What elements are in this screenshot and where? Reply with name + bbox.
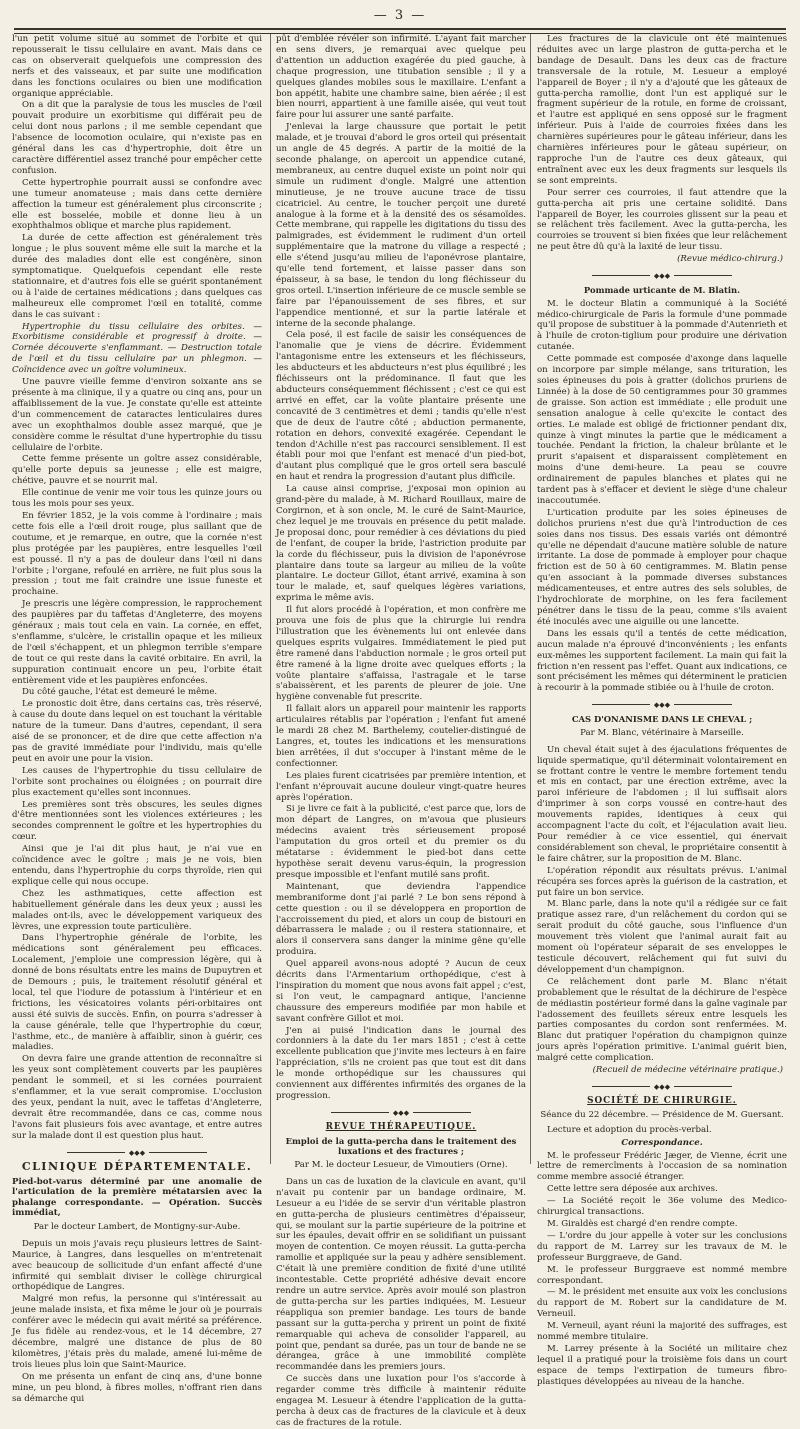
ornamental-separator: ◆◆◆	[537, 1082, 787, 1090]
paragraph: L'opération répondit aux résultats prévus. L'animal récupéra ses forces après la guérison de la castration, et put faire un bon service.	[537, 865, 787, 898]
paragraph: Ce succès dans une luxation pour l'os s'accorde à regarder comme très difficile à maintenir réduite engagea M. Lesueur à étendre l'application de la gutta-percha à deux cas de fractures de la clavicule et à deux cas de fractures de la rotule.	[276, 1374, 526, 1428]
article-title: Emploi de la gutta-percha dans le traitement des luxations et des fractures ;	[285, 1135, 517, 1157]
paragraph: La cause ainsi comprise, j'exposai mon opinion au grand-père du malade, à M. Richard Rouillaux, maire de Corgirnon, et à son oncle, M. le curé de Saint-Maurice, chez lequel je me trouvais en présence du petit malade. Je proposai donc, pour remédier à ces déviations du pied de l'enfant, de couper la bride, l'astriction produite par la corde du fléchisseur, puis la division de l'aponévrose plantaire dans toute sa largeur au milieu de la voûte plantaire. Le docteur Gillot, étant arrivé, examina à son tour le malade, et, sauf quelques légères variations, exprima le même avis.	[276, 484, 526, 604]
paragraph: M. le professeur Frédéric Jæger, de Vienne, écrit une lettre de remercîments à l'occasion de sa nomination comme membre associé étranger.	[537, 1150, 787, 1183]
paragraph: Du côté gauche, l'état est demeuré le même.	[22, 687, 218, 698]
paragraph: — M. le président met ensuite aux voix les conclusions du rapport de M. Robert sur la candidature de M. Verneuil.	[537, 1287, 787, 1320]
article-title: Pommade urticante de M. Blatin.	[583, 285, 741, 296]
paragraph: L'urtication produite par les soies épineuses de dolichos pruriens n'est due qu'à l'introduction de ces soies dans nos tissus. Des essais variés ont démontré qu'elle ne dépendait d'aucune matière soluble de nature irritante. La dose de pommade à employer pour chaque friction est de 50 à 60 centigrammes. M. Blatin pense qu'en associant à la pommade diverses substances médicamenteuses, et entre autres des sels solubles, de l'hydrochlorate de morphine, on les fera facilement pénétrer dans le tissu de la peau, comme s'ils avaient été inoculés avec une aiguille ou une lancette.	[537, 507, 787, 627]
paragraph: J'en ai puisé l'indication dans le journal des cordonniers à la date du 1er mars 1851 ; c'est à cette excellente publication que j'invite mes lecteurs à en faire l'appréciation, s'ils ne croient pas que tout est dit dans le monde orthopédique sur les chaussures qui conviennent aux différentes infirmités des organes de la progression.	[276, 1025, 526, 1101]
paragraph: Je prescris une légère compression, le rapprochement des paupières par du taffetas d'Angleterre, des moyens généraux ; mais tout cela en vain. La cornée, en effet, s'enflamme, s'ulcère, le cristallin opaque et les milieux de l'œil s'échappent, et un phlegmon terrible s'empare de tout ce qui reste dans la cavité orbitaire. En avril, la suppuration continuait encore un peu, l'orbite était entièrement vide et les paupières enfoncées.	[12, 599, 262, 686]
paragraph: M. le professeur Burggraeve est nommé membre correspondant.	[537, 1264, 787, 1286]
paragraph: Il fallait alors un appareil pour maintenir les rapports articulaires rétablis par l'opération ; l'enfant fut amené le mardi 28 chez M. Barthelemy, coutelier-distingué de Langres, et, toutes les indications et les mensurations bien arrêtées, il dut s'occuper à l'instant même de le confectionner.	[276, 704, 526, 769]
subsection-title: Correspondance.	[621, 1137, 703, 1148]
byline: Par M. le docteur Lesueur, de Vimoutiers (Orne).	[294, 1160, 508, 1170]
paragraph: Les premières sont très obscures, les seules dignes d'être mentionnées sont les violences extérieures ; les secondes comprennent le goître et les hypertrophies du cœur.	[12, 799, 262, 843]
case-heading: Hypertrophie du tissu cellulaire des orbites. — Exorbitisme considérable et progressif à droite. — Cornée découverte s'enflammant. — Destruction totale de l'œil et du tissu cellulaire par un phlegmon. — Coïncidence avec un goître volumineux.	[12, 321, 262, 376]
paragraph: En février 1852, je la vois comme à l'ordinaire ; mais cette fois elle a l'œil droit rouge, plus saillant que de coutume, et je remarque, en outre, que la cornée n'est plus protégée par les paupières, entre lesquelles l'œil est poussé. Il n'y a pas de douleur dans l'œil ni dans l'orbite ; l'organe, refoulé en arrière, ne fuit plus sous la pression ; tout me fait craindre une issue funeste et prochaine.	[12, 510, 262, 598]
paragraph: Depuis un mois j'avais reçu plusieurs lettres de Saint-Maurice, à Langres, dans lesquelles on m'entretenait avec beaucoup de sollicitude d'un enfant affecté d'une infirmité qui semblait diviser le collège chirurgical orthopédique de Langres.	[12, 1238, 262, 1293]
byline: Par M. Blanc, vétérinaire à Marseille.	[580, 727, 744, 738]
paragraph: pût d'emblée révéler son infirmité. L'ayant fait marcher en sens divers, je remarquai avec quelque peu d'attention un adduction exagérée du pied gauche, à chaque progression, une titubation sensible ; il y a quelques glandes mobiles sous le maxillaire. L'enfant a bon appétit, habite une chambre saine, bien aérée ; il est bien nourri, appartient à une famille aisée, qui veut tout faire pour lui assurer une santé parfaite.	[276, 34, 526, 121]
paragraph: Cette pommade est composée d'axonge dans laquelle on incorpore par simple mélange, sans trituration, les soies épineuses du pois à gratter (dolichos pruriens de Linnée) à la dose de 50 centigrammes pour 30 grammes de graisse. Son action est immédiate ; elle produit une sensation analogue à celle qu'excite le contact des orties. Le malade est obligé de frictionner pendant dix, quinze à vingt minutes la partie que le médicament a touchée. Pendant la friction, la chaleur brûlante et le prurit s'apaisent et disparaissent complètement en moins d'une demi-heure. La peau se couvre ordinairement de papules blanches et plates qui ne tardent pas à s'effacer et devient le siège d'une chaleur inaccoutumée.	[537, 354, 787, 506]
source-citation: (Recueil de médecine vétérinaire pratique.)	[592, 1065, 783, 1076]
paragraph: — L'ordre du jour appelle à voter sur les conclusions du rapport de M. Larrey sur les travaux de M. le professeur Burggraeve, de Gand.	[537, 1230, 787, 1263]
paragraph: M. Larrey présente à la Société un militaire chez lequel il a pratiqué pour la troisième fois dans un court espace de temps l'extirpation de tumeurs fibro-plastiques développées au niveau de la hanche.	[537, 1343, 787, 1387]
paragraph: J'enlevai la large chaussure que portait le petit malade, et je trouvai d'abord le gros orteil qui présentait un angle de 45 degrés. A partir de la moitié de la seconde phalange, on apercoit un appendice cutané, membraneux, au centre duquel existe un point noir qui simule un rudiment d'ongle. Malgré une attention minutieuse, je ne trouve aucune trace de tissu cicatriciel. Au centre, le toucher perçoit une dureté analogue à la forme et à la densité des os sésamoïdes. Cette membrane, qui rappelle les digitations du tissu des palmigrades, est évidemment le rudiment d'un orteil supplémentaire que la matrone du village a respecté ; elle s'étend jusqu'au milieu de l'aponévrose plantaire, qu'elle tend fortement, et laisse passer dans son épaisseur, à sa base, le tendon du long fléchisseur du gros orteil. L'insertion inférieure de ce muscle semble se faire par l'épanouissement de ses fibres, et sur l'appendice mentionné, et sur la partie latérale et interne de la seconde phalange.	[276, 122, 526, 329]
paragraph: Quel appareil avons-nous adopté ? Aucun de ceux décrits dans l'Armentarium orthopédique, c'est à l'inspiration du moment que nous avons fait appel ; c'est, si l'on veut, le campagnard antique, l'ancienne chaussure des empereurs modifiée par mon habile et savant confrère Gillot et moi.	[276, 959, 526, 1024]
paragraph: Les causes de l'hypertrophie du tissu cellulaire de l'orbite sont prochaines ou éloignées ; on pourrait dire plus exactement qu'elles sont inconnues.	[12, 765, 262, 798]
paragraph: M. Blanc parle, dans la note qu'il a rédigée sur ce fait pratique assez rare, d'un relâchement du cordon qui se serait produit du côté gauche, sous l'influence d'un mouvement très violent que l'animal aurait fait au moment où l'opérateur séparait de ses enveloppes le testicule découvert, relâchement qui fut suivi du développement d'un champignon.	[537, 899, 787, 975]
page-number: — 3 —	[373, 8, 427, 23]
ornamental-separator: ◆◆◆	[537, 700, 787, 708]
meeting-line: Séance du 22 décembre. — Présidence de M. Guersant.	[540, 1109, 784, 1120]
paragraph: M. le docteur Blatin a communiqué à la Société médico-chirurgicale de Paris la formule d'une pommade qu'il propose de substituer à la pommade d'Autenrieth et à l'huile de croton-tiglium pour produire une dérivation cutanée.	[537, 298, 787, 353]
column-2	[276, 34, 526, 1428]
article-title: Pied-bot-varus déterminé par une anomalie de l'articulation de la première métatarsien avec la phalange correspondante. — Opération. Succès immédiat,	[12, 1176, 262, 1219]
paragraph: Cette lettre sera déposée aux archives.	[547, 1184, 718, 1195]
paragraph: — La Société reçoit le 36e volume des Medico-chirurgical transactions.	[537, 1196, 787, 1218]
paragraph: Les plaies furent cicatrisées par première intention, et l'enfant n'éprouvait aucune douleur vingt-quatre heures après l'opération.	[276, 770, 526, 803]
paragraph: Il fut alors procédé à l'opération, et mon confrère me prouva une fois de plus que la chirurgie lui rendra l'illustration que les évènements lui ont enlevée dans quelques esprits vulgaires. Immédiatement le pied put être ramené dans l'abduction normale ; le gros orteil put être ramené à la ligne droite avec quelques efforts ; la voûte plantaire s'affaissa, l'astragale et le tarse s'abaissèrent, et les parents de pleurer de joie. Une hygiène convenable fut prescrite.	[276, 605, 526, 703]
paragraph: Chez les asthmatiques, cette affection est habituellement générale dans les deux yeux ; aussi les malades ont-ils, avec le développement variqueux des lèvres, une expression toute particulière.	[12, 888, 262, 932]
paragraph: Un cheval était sujet à des éjaculations fréquentes de liquide spermatique, qu'il déterminait volontairement en se frottant contre le ventre le membre fortement tendu et mis en contact, par une érection extrême, avec la paroi inférieure de l'abdomen ; il lui suffisait alors d'imprimer à son corps voussé en contre-haut des mouvements rapides, identiques à ceux qui accompagnent l'acte du coït, et l'éjaculation avait lieu. Pour remédier à ce vice essentiel, qui énervait considérablement son cheval, le propriétaire consentit à le faire châtrer, sur la proposition de M. Blanc.	[537, 744, 787, 864]
paragraph: Cette femme présente un goître assez considérable, qu'elle porte depuis sa jeunesse ; elle est maigre, chétive, pauvre et se nourrit mal.	[12, 454, 262, 487]
paragraph: Elle continue de venir me voir tous les quinze jours ou tous les mois pour ses yeux.	[12, 488, 262, 510]
column-divider	[530, 34, 531, 1164]
ornamental-separator: ◆◆◆	[537, 271, 787, 279]
column-3	[537, 34, 787, 1387]
paragraph: l'un petit volume situé au sommet de l'orbite et qui repousserait le tissu cellulaire en avant. Mais dans ce cas on observerait quelquefois une compression des nerfs et des vaisseaux, et par suite une modification dans les fonctions oculaires ou bien une modification organique appréciable.	[12, 34, 262, 99]
paragraph: Une pauvre vieille femme d'environ soixante ans se présente à ma clinique, il y a quatre ou cinq ans, pour un affaiblissement de la vue. Je constate qu'elle est atteinte d'un commencement de cataractes lenticulaires dures avec un exophthalmos double assez marqué, que je considère comme le résultat d'une hypertrophie du tissu cellulaire de l'orbite.	[12, 377, 262, 453]
paragraph: Lecture et adoption du procès-verbal.	[547, 1124, 712, 1135]
paragraph: Pour serrer ces courroies, il faut attendre que la gutta-percha ait pris une certaine solidité. Dans l'appareil de Boyer, les courroies glissent sur la peau et se relâchent très facilement. Avec la gutta-percha, les courroies se trouvent si bien fixées que leur relâchement ne peut être dû qu'à la laxité de leur tissu.	[537, 187, 787, 253]
paragraph: Maintenant, que deviendra l'appendice membraniforme dont j'ai parlé ? Le bon sens répond à cette question : ou il se développera en proportion de l'accroissement du pied, et alors un coup de bistouri en débarrassera le malade ; ou il restera stationnaire, et alors il conservera sans danger la minime gêne qu'elle produira.	[276, 881, 526, 958]
column-1	[12, 34, 262, 1404]
byline: Par le docteur Lambert, de Montigny-sur-Aube.	[33, 1221, 241, 1232]
paragraph: Dans l'hypertrophie générale de l'orbite, les médications sont généralement peu efficaces. Localement, j'emploie une compression légère, qui à donné de bons résultats entre les mains de Dupuytren et de Demours ; puis, le traitement résolutif général et local, tel que l'iodure de potassium à l'intérieur et en frictions, les vésicatoires volants péri-orbitaires ont aussi été suivis de succès. Enfin, on pourra s'adresser à la cause générale, telle que l'hypertrophie du cœur, l'asthme, etc., de manière à affaiblir, sinon à guérir, ces maladies.	[12, 933, 262, 1053]
paragraph: La durée de cette affection est généralement très longue ; le plus souvent même elle suit la marche et la durée des maladies dont elle est congénère, sinon symptomatique. Quelquefois cependant elle reste stationnaire, et d'autres fois elle se guérit spontanément ou à l'aide de certaines médications ; dans quelques cas malheureux elle compromet l'œil en totalité, comme dans le cas suivant :	[12, 233, 262, 320]
paragraph: Si je livre ce fait à la publicité, c'est parce que, lors de mon départ de Langres, on m'avoua que plusieurs médecins avaient très sérieusement proposé l'amputation du gros orteil et du premier os du métatarse : évidemment le pied-bot dans cette hypothèse serait devenu varus-équin, la progression presque impossible et l'enfant mutilé sans profit.	[276, 804, 526, 880]
paragraph: Cela posé, il est facile de saisir les conséquences de l'anomalie que je viens de décrire. Évidemment l'antagonisme entre les extenseurs et les fléchisseurs, les abducteurs et les abducteurs n'est plus équilibré ; les fléchisseurs ont la prédominance. Il faut que les abducteurs conséquemment fléchissent ; c'est ce qui est arrivé en effet, car la voûte plantaire présente une concavité de 3 centimètres et demi ; tandis qu'elle n'est que de deux de l'autre côté ; abduction permanente, rotation en dehors, convexité exagérée. Cependant le tendon d'Achille n'est pas raccourci sensiblement. Il est établi pour moi que l'enfant est menacé d'un pied-bot, d'autant plus compliqué que le gros orteil sera basculé en haut et rendra la progression d'autant plus difficile.	[276, 330, 526, 483]
ornamental-separator: ◆◆◆	[276, 1108, 526, 1116]
paragraph: M. Giraldès est chargé d'en rendre compte.	[547, 1219, 738, 1229]
paragraph: Malgré mon refus, la personne qui s'intéressait au jeune malade insista, et fixa même le jour où je pourrais conférer avec le médecin qui avait mérité sa préférence. Je fus fidèle au rendez-vous, et le 14 décembre, 27 décembre, malgré une distance de plus de 80 kilomètres, j'étais près du malade, amené lui-même de trois lieues plus loin que Saint-Maurice.	[12, 1294, 262, 1370]
paragraph: On devra faire une grande attention de reconnaître si les yeux sont complètement couverts par les paupières pendant le sommeil, et si les cornées pourraient s'enflammer, et la vue serait compromise. L'occlusion des yeux, pendant la nuit, avec le taffetas d'Angleterre, devrait être recommandée, dans ce cas, comme nous l'avons fait plusieurs fois avec avantage, et entre autres sur la malade dont il est question plus haut.	[12, 1054, 262, 1141]
paragraph: Ce relâchement dont parle M. Blanc n'était probablement que le résultat de la déchirure de l'espèce de médiastin postérieur formé dans la gaîne vaginale par l'adossement des feuillets séreux entre lesquels les parties composantes du cordon sont renfermées. M. Blanc dut pratiquer l'opération du champignon quinze jours après l'opération primitive. L'animal guérit bien, malgré cette complication.	[537, 976, 787, 1064]
column-divider	[270, 34, 271, 1164]
paragraph: Les fractures de la clavicule ont été maintenues réduites avec un large plastron de gutta-percha et le bandage de Desault. Dans les deux cas de fracture transversale de la rotule, M. Lesueur a employé l'appareil de Boyer ; il n'y a d'ajouté que les gâteaux de gutta-percha ramollie, dont l'un est appliqué sur le fragment supérieur de la rotule, en forme de croissant, et l'autre est appliqué en sens opposé sur le fragment inférieur. Puis à l'aide de courroies fixées dans les charnières supérieures pour le gâteau inférieur, dans les charnières inférieures pour le gâteau supérieur, on rapproche l'un de l'autre ces deux gâteaux, qui entraînent avec eux les deux fragments sur lesquels ils se sont empreints.	[537, 34, 787, 186]
article-title: CAS D'ONANISME DANS LE CHEVAL ;	[571, 714, 753, 725]
paragraph: Le pronostic doit être, dans certains cas, très réservé, à cause du doute dans lequel on est touchant la véritable nature de la tumeur. Dans d'autres, cependant, il sera aisé de se prononcer, et de dire que cette affection n'a pas de gravité immédiate pour l'individu, mais qu'elle peut en avoir une pour la vision.	[12, 699, 262, 764]
section-title: CLINIQUE DÉPARTEMENTALE.	[21, 1159, 253, 1173]
paragraph: Dans un cas de luxation de la clavicule en avant, qu'il n'avait pu contenir par un bandage ordinaire, M. Lesueur a eu l'idée de se servir d'un véritable plastron en gutta-percha de plusieurs centimètres d'épaisseur, qui, se moulant sur la partie supérieure de la poitrine et sur les épaules, devait offrir en se solidifiant un puissant moyen de contention. Ce moyen réussit. La gutta-percha ramollie et appliquée sur la peau y adhère sensiblement. C'était là une première condition de fixité d'une utilité incontestable. Cette propriété adhésive devait encore rendre un autre service. Après avoir moulé son plastron de gutta-percha sur les parties indiquées, M. Lesueur réappliqua son premier bandage. Les tours de bande passant sur la gutta-percha y prirent un point de fixité remarquable qui acheva de consolider l'appareil, au point que, pendant sa durée, pas un tour de bande ne se dérangea, grâce à une immobilité complète recommandée dans les premiers jours.	[276, 1176, 526, 1373]
section-title: SOCIÉTÉ DE CHIRURGIE.	[587, 1095, 737, 1106]
paragraph: Cette hypertrophie pourrait aussi se confondre avec une tumeur anomateuse ; mais dans cette dernière affection la tumeur est généralement plus circonscrite ; elle est bosselée, mobile et donne lieu à un exophthalmos oblique et marche plus rapidement.	[12, 177, 262, 232]
ornamental-separator: ◆◆◆	[12, 1148, 262, 1156]
paragraph: Ainsi que je l'ai dit plus haut, je n'ai vue en coïncidence avec le goître ; mais je ne vois, bien entendu, dans l'hypertrophie du corps thyroïde, rien qui explique celle qui nous occupe.	[12, 844, 262, 887]
paragraph: Dans les essais qu'il a tentés de cette médication, aucun malade n'a éprouvé d'inconvénients ; les enfants eux-mêmes les supportent facilement. La main qui fait la friction n'en ressent pas l'effet. Quant aux indications, ce sont précisément les mêmes qui déterminent le praticien à recourir à la pommade stibiée ou à l'huile de croton.	[537, 628, 787, 694]
source-citation: (Revue médico-chirurg.)	[677, 254, 783, 265]
paragraph: On a dit que la paralysie de tous les muscles de l'œil pouvait produire un exorbitisme qui différait peu de celui dont nous parlons ; il me semble cependant que l'absence de locomotion oculaire, qui n'existe pas en général dans les cas d'hypertrophie, doit être un caractère différentiel assez tranché pour empêcher cette confusion.	[12, 100, 262, 176]
section-title: REVUE THÉRAPEUTIQUE.	[325, 1121, 477, 1132]
paragraph: M. Verneuil, ayant réuni la majorité des suffrages, est nommé membre titulaire.	[537, 1321, 787, 1343]
paragraph: On me présenta un enfant de cinq ans, d'une bonne mine, un peu blond, à fibres molles, n'offrant rien dans sa démarche qui	[12, 1371, 262, 1404]
